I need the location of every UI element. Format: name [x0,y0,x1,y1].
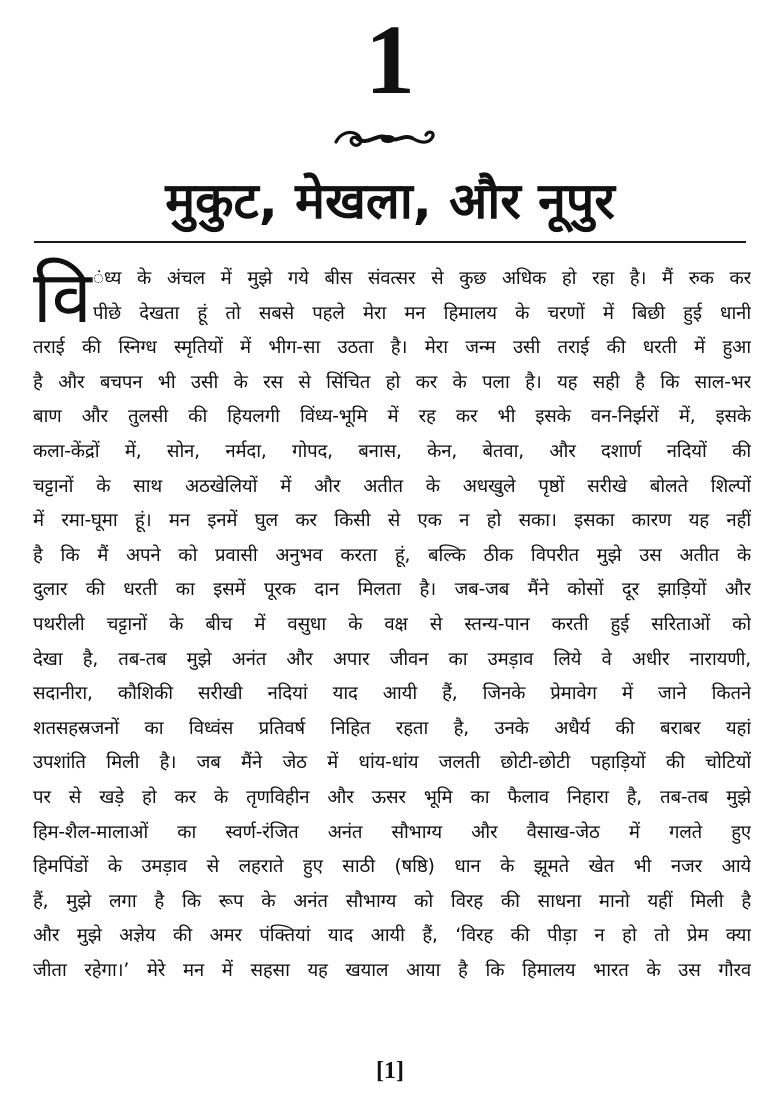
text-line: शतसहस्रजनों का विध्वंस प्रतिवर्ष निहित रहता है, उनके अधैर्य की बराबर यहां [33,717,751,739]
text-line: पर से खड़े हो कर के तृणविहीन और ऊसर भूमि का फैलाव निहारा है, तब-तब मुझे [33,786,751,808]
chapter-number: 1 [365,4,415,115]
text-line: तराई की स्निग्ध स्मृतियों में भीग-सा उठता है। मेरा जन्म उसी तराई की धरती में हुआ [33,337,751,359]
text-line: ंध्य के अंचल में मुझे गये बीस संवत्सर से कुछ अधिक हो रहा है। मैं रुक कर [93,268,751,289]
page-number: [1] [376,1058,404,1084]
text-line: देखा है, तब-तब मुझे अनंत और अपार जीवन का उमड़ाव लिये वे अधीर नारायणी, [33,648,751,670]
text-line: पथरीली चट्टानों के बीच में वसुधा के वक्ष से स्तन्य-पान करती हुई सरिताओं को [33,613,751,635]
text-line: और मुझे अज्ञेय की अमर पंक्तियां याद आयी हैं, ‘विरह की पीड़ा न हो तो प्रेम क्या [33,925,751,947]
flourish-ornament-icon [332,126,440,152]
text-line: हैं, मुझे लगा है कि रूप के अनंत सौभाग्य को विरह की साधना मानो यहीं मिली है [33,890,751,912]
text-line: हिम-शैल-मालाओं का स्वर्ण-रंजित अनंत सौभाग्य और वैसाख-जेठ में गलते हुए [33,821,751,843]
text-line: हिमपिंडों के उमड़ाव से लहराते हुए साठी (षष्ठि) धान के झूमते खेत भी नजर आये [33,856,751,878]
title-divider [34,241,746,243]
text-line: चट्टानों के साथ अठखेलियों में और अतीत के अधखुले पृष्ठों सरीखे बोलते शिल्पों [33,475,751,497]
chapter-body [33,262,751,1022]
text-line: में रमा-घूमा हूं। मन इनमें घुल कर किसी से एक न हो सका। इसका कारण यह नहीं [33,510,751,532]
text-line: उपशांति मिली है। जब मैंने जेठ में धांय-धांय जलती छोटी-छोटी पहाड़ियों की चोटियों [33,752,751,774]
text-line: है और बचपन भी उसी के रस से सिंचित हो कर के पला है। यह सही है कि साल-भर [33,371,751,393]
text-line: जीता रहेगा।’ मेरे मन में सहसा यह खयाल आया है कि हिमालय भारत के उस गौरव [33,959,751,981]
text-line: है कि मैं अपने को प्रवासी अनुभव करता हूं, बल्कि ठीक विपरीत मुझे उस अतीत के [33,544,751,566]
drop-cap: वि [33,255,92,339]
text-line: कला-केंद्रों में, सोन, नर्मदा, गोपद, बनास, केन, बेतवा, और दशार्ण नदियों की [33,440,751,462]
text-line: बाण और तुलसी की हियलगी विंध्य-भूमि में रह कर भी इसके वन-निर्झरों में, इसके [33,406,751,428]
text-line: दुलार की धरती का इसमें पूरक दान मिलता है। जब-जब मैंने कोसों दूर झाड़ियों और [33,579,751,601]
text-line: पीछे देखता हूं तो सबसे पहले मेरा मन हिमालय के चरणों में बिछी हुई धानी [93,302,751,324]
text-line: सदानीरा, कौशिकी सरीखी नदियां याद आयी हैं, जिनके प्रेमावेग में जाने कितने [33,683,751,705]
chapter-title: मुकुट, मेखला, और नूपुर [165,172,615,230]
